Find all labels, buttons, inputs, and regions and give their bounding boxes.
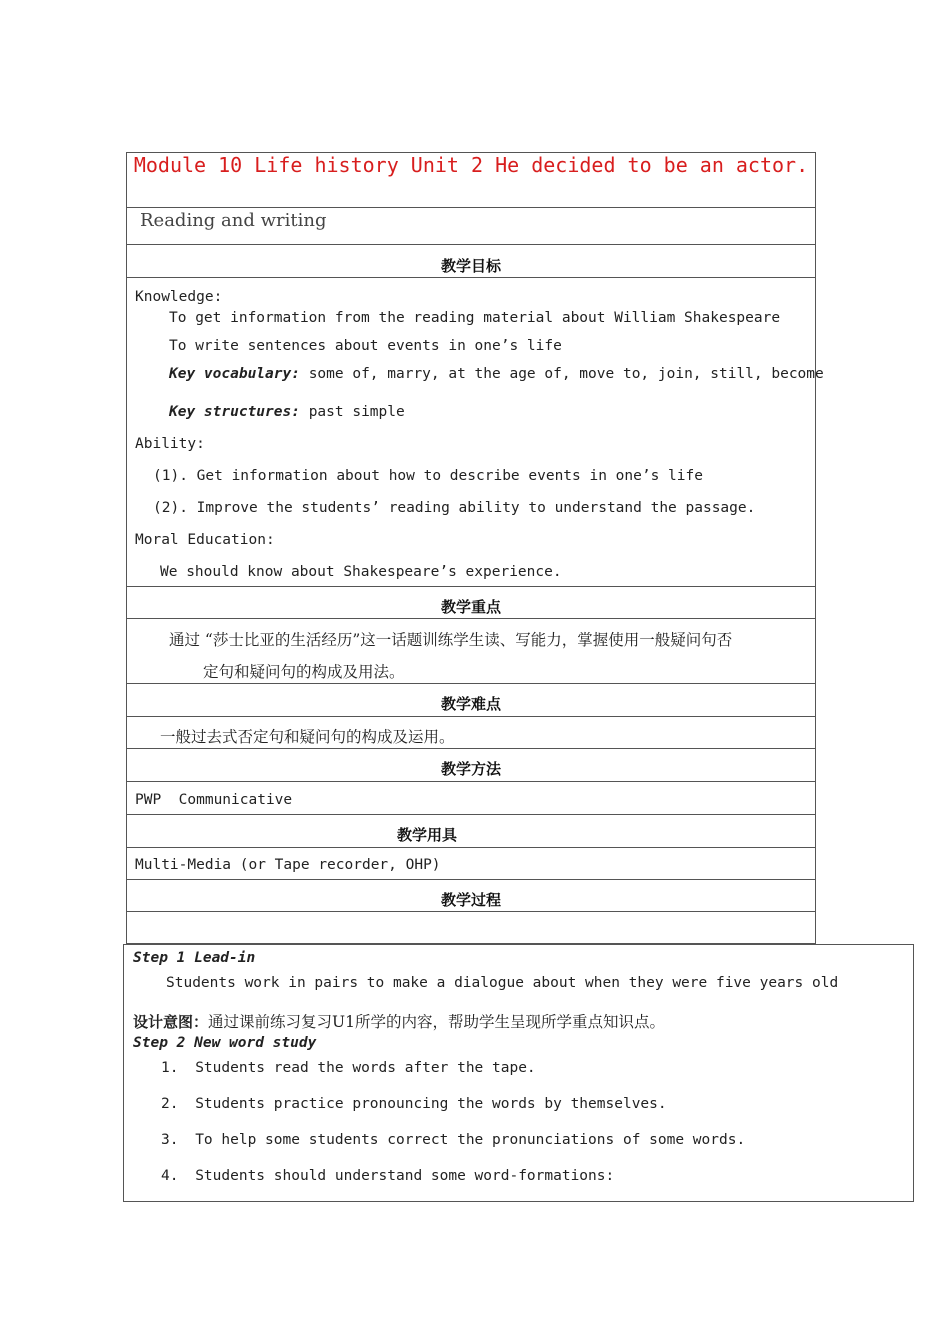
vocab-text: some of, marry, at the age of, move to, join, still, become	[308, 366, 824, 382]
key-structures	[169, 404, 405, 420]
list-item-number: 2.	[161, 1096, 179, 1112]
difficulties-text: 一般过去式否定句和疑问句的构成及运用。	[160, 728, 455, 746]
row-divider	[126, 847, 816, 848]
section-tools: 教学用具	[396, 826, 457, 844]
row-divider	[126, 879, 816, 880]
design-label: 设计意图：	[133, 1013, 209, 1031]
list-item-number: 3.	[161, 1132, 179, 1148]
knowledge-label: Knowledge:	[135, 289, 223, 305]
methods-text: PWP Communicative	[135, 792, 293, 808]
list-item	[161, 1060, 536, 1076]
knowledge-line: To write sentences about events in one’s life	[169, 338, 562, 354]
page-title: Module 10 Life history Unit 2 He decided to be an actor.	[133, 153, 809, 177]
ability-line: (2). Improve the students’ reading ability to understand the passage.	[153, 500, 756, 516]
ability-label: Ability:	[135, 436, 205, 452]
step1-heading: Step 1 Lead-in	[133, 950, 256, 966]
section-key-points: 教学重点	[440, 598, 501, 616]
list-item-text: To help some students correct the pronunciations of some words.	[195, 1132, 746, 1148]
row-divider	[126, 586, 816, 587]
list-item	[161, 1132, 745, 1148]
moral-label: Moral Education:	[135, 532, 275, 548]
design-text: 通过课前练习复习U1所学的内容，帮助学生呈现所学重点知识点。	[208, 1013, 665, 1031]
row-divider	[126, 618, 816, 619]
design-intent	[133, 1010, 665, 1032]
list-item	[161, 1168, 614, 1184]
section-process: 教学过程	[440, 891, 501, 909]
section-difficulties: 教学难点	[440, 695, 501, 713]
key-vocabulary	[169, 366, 824, 382]
key-points-line: 定句和疑问句的构成及用法。	[203, 663, 405, 681]
list-item	[161, 1096, 667, 1112]
moral-line: We should know about Shakespeare’s experience.	[160, 564, 562, 580]
row-divider	[126, 716, 816, 717]
subtitle: Reading and writing	[140, 210, 327, 231]
row-divider	[126, 277, 816, 278]
row-divider	[126, 814, 816, 815]
vocab-label: Key vocabulary:	[169, 366, 300, 382]
row-divider	[126, 244, 816, 245]
section-methods: 教学方法	[440, 760, 501, 778]
row-divider	[126, 781, 816, 782]
list-item-text: Students should understand some word-formations:	[195, 1168, 615, 1184]
row-divider	[126, 748, 816, 749]
list-item-number: 1.	[161, 1060, 179, 1076]
knowledge-line: To get information from the reading material about William Shakespeare	[169, 310, 781, 326]
structures-label: Key structures:	[169, 404, 300, 420]
step1-text: Students work in pairs to make a dialogue about when they were five years old	[166, 975, 839, 991]
list-item-text: Students read the words after the tape.	[195, 1060, 536, 1076]
tools-text: Multi-Media (or Tape recorder, OHP)	[135, 857, 441, 873]
structures-text: past simple	[308, 404, 405, 420]
key-points-line: 通过 “莎士比亚的生活经历”这一话题训练学生读、写能力，掌握使用一般疑问句否	[169, 631, 733, 649]
step2-heading: Step 2 New word study	[133, 1035, 317, 1051]
list-item-text: Students practice pronouncing the words by themselves.	[195, 1096, 667, 1112]
section-objectives: 教学目标	[440, 257, 501, 275]
row-divider	[126, 683, 816, 684]
row-divider	[126, 911, 816, 912]
ability-line: (1). Get information about how to describe events in one’s life	[153, 468, 703, 484]
row-divider	[126, 207, 816, 208]
list-item-number: 4.	[161, 1168, 179, 1184]
